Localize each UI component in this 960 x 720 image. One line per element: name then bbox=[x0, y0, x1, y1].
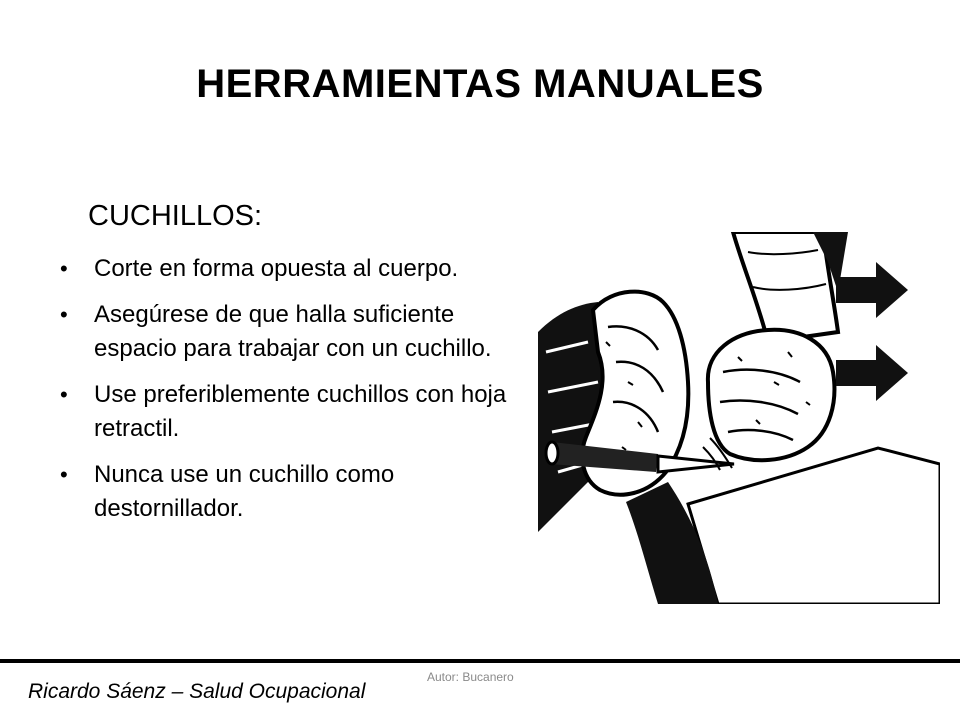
section-subheading: CUCHILLOS: bbox=[88, 200, 263, 232]
author-credit: Autor: Bucanero bbox=[427, 670, 514, 684]
right-glove bbox=[708, 330, 835, 460]
bullet-text: Use preferiblemente cuchillos con hoja retractil. bbox=[94, 381, 507, 442]
knife-safety-illustration bbox=[538, 232, 940, 604]
arrow-right-icon bbox=[836, 345, 908, 401]
bullet-item bbox=[60, 458, 510, 526]
bullet-item bbox=[60, 378, 510, 446]
arrow-right-icon bbox=[836, 262, 908, 318]
bullet-dot-icon: • bbox=[60, 462, 68, 487]
presenter-footer: Ricardo Sáenz – Salud Ocupacional bbox=[28, 680, 366, 703]
bullet-text: Corte en forma opuesta al cuerpo. bbox=[94, 255, 459, 282]
bullet-list bbox=[60, 252, 510, 538]
bullet-dot-icon: • bbox=[60, 382, 68, 407]
bullet-text: Asegúrese de que halla suficiente espacio para trabajar con un cuchillo. bbox=[94, 301, 492, 362]
bullet-item bbox=[60, 298, 510, 366]
bullet-item bbox=[60, 252, 510, 286]
slide-title: HERRAMIENTAS MANUALES bbox=[196, 62, 764, 106]
bullet-dot-icon: • bbox=[60, 302, 68, 327]
table-surface bbox=[688, 448, 940, 604]
knife-blade bbox=[658, 456, 734, 472]
footer-divider bbox=[0, 659, 960, 663]
bullet-dot-icon: • bbox=[60, 256, 68, 281]
bullet-text: Nunca use un cuchillo como destornillador. bbox=[94, 461, 395, 522]
